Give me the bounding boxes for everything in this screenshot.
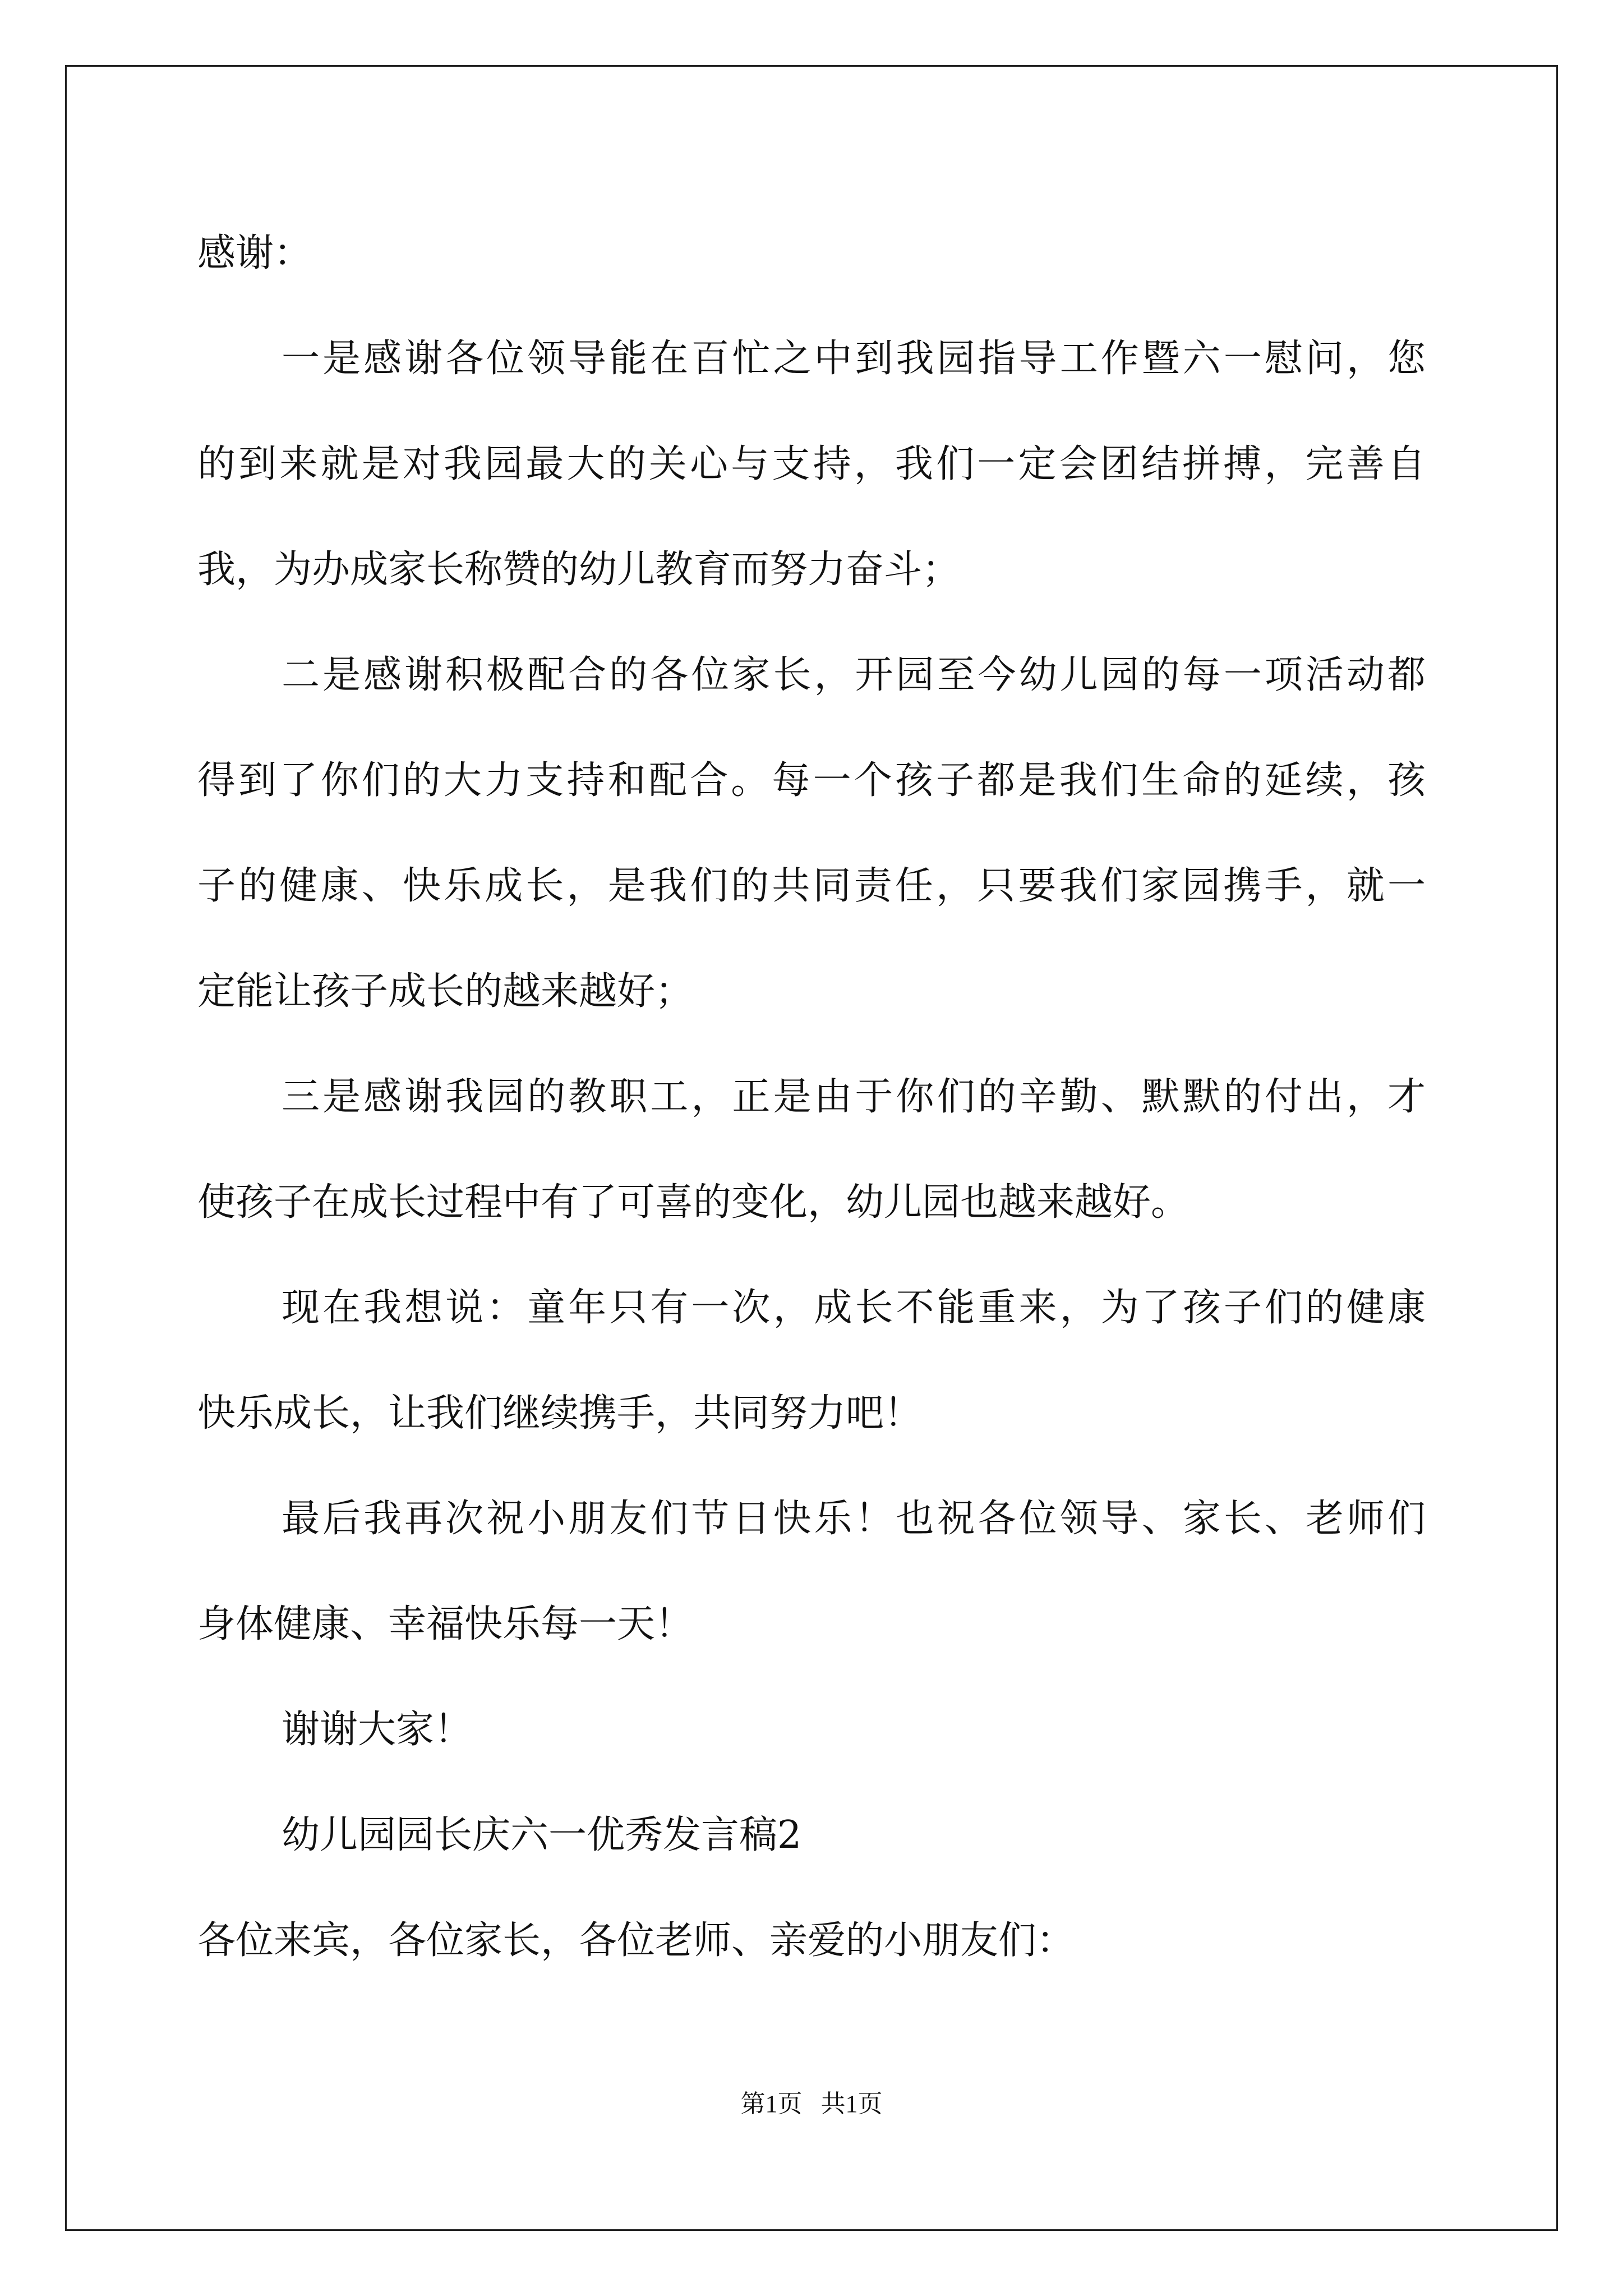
page-frame	[65, 65, 1558, 2231]
text-line: 身体健康、幸福快乐每一天！	[197, 1602, 694, 1646]
text-line: 得到了你们的大力支持和配合。每一个孩子都是我们生命的延续，孩	[197, 758, 1426, 803]
text-line: 三是感谢我园的教职工，正是由于你们的辛勤、默默的付出，才	[282, 1075, 1426, 1119]
text-line: 谢谢大家！	[282, 1708, 473, 1752]
text-line: 最后我再次祝小朋友们节日快乐！也祝各位领导、家长、老师们	[282, 1497, 1426, 1541]
text-line: 一是感谢各位领导能在百忙之中到我园指导工作暨六一慰问，您	[282, 337, 1426, 381]
text-line: 使孩子在成长过程中有了可喜的变化，幼儿园也越来越好。	[197, 1180, 1189, 1225]
text-line: 我，为办成家长称赞的幼儿教育而努力奋斗；	[197, 547, 961, 592]
text-line: 定能让孩子成长的越来越好；	[197, 969, 694, 1014]
text-line: 现在我想说：童年只有一次，成长不能重来，为了孩子们的健康	[282, 1286, 1426, 1330]
text-line: 各位来宾，各位家长，各位老师、亲爱的小朋友们：	[197, 1918, 1075, 1963]
text-line: 快乐成长，让我们继续携手，共同努力吧！	[197, 1391, 923, 1435]
section-heading: 幼儿园园长庆六一优秀发言稿2	[282, 1813, 802, 1857]
text-line: 感谢：	[197, 231, 312, 275]
text-line: 二是感谢积极配合的各位家长，开园至今幼儿园的每一项活动都	[282, 653, 1426, 697]
text-line: 子的健康、快乐成长，是我们的共同责任，只要我们家园携手，就一	[197, 864, 1426, 908]
text-line: 的到来就是对我园最大的关心与支持，我们一定会团结拼搏，完善自	[197, 442, 1426, 486]
page-footer: 第1页 共1页	[740, 2090, 883, 2118]
